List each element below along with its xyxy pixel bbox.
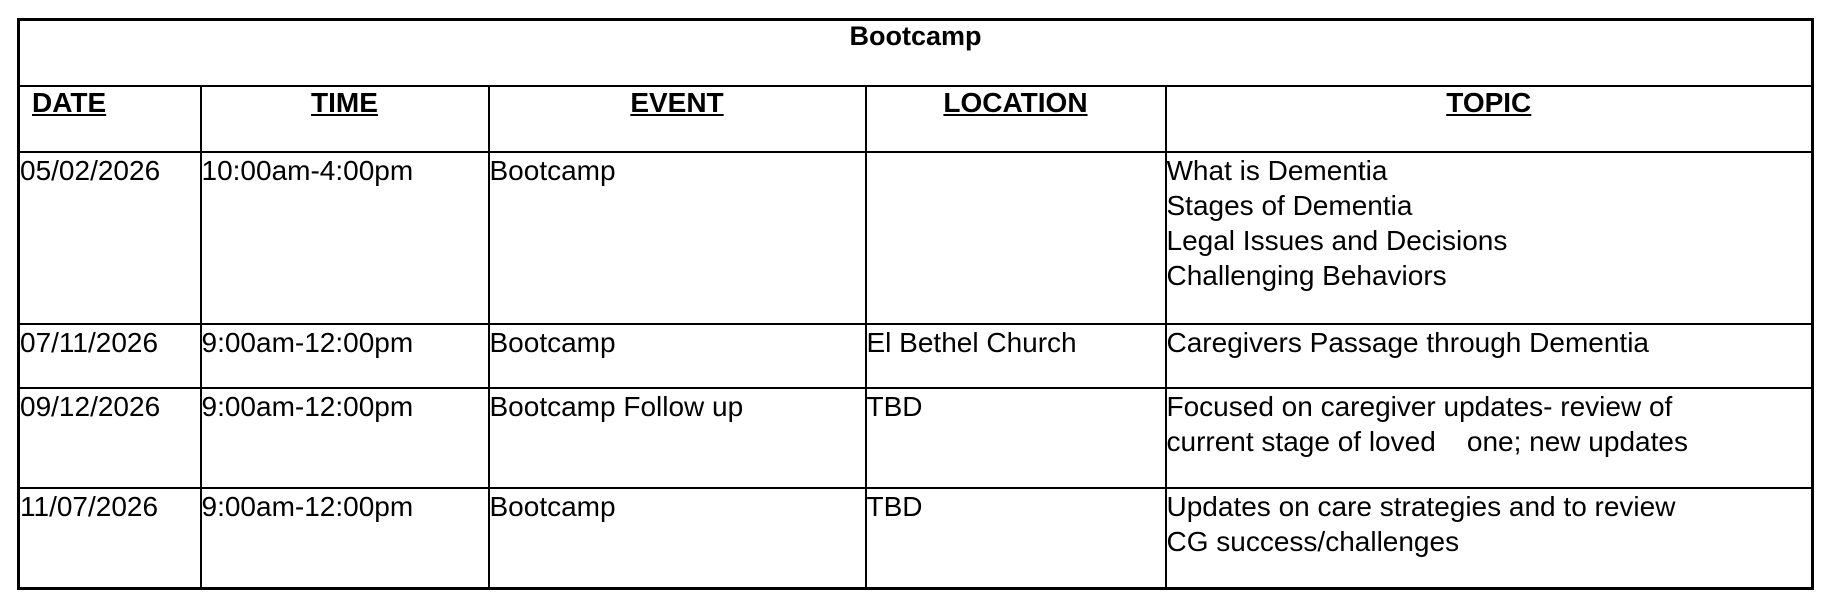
event-cell: Bootcamp: [489, 152, 866, 324]
date-cell: 09/12/2026: [19, 388, 201, 488]
time-cell: 9:00am-12:00pm: [201, 488, 489, 588]
topic-cell: [1166, 388, 1813, 488]
location-cell: TBD: [866, 388, 1166, 488]
topic-cell: [1166, 488, 1813, 588]
topic-line: What is Dementia: [1166, 155, 1388, 186]
time-cell: 9:00am-12:00pm: [201, 388, 489, 488]
topic-line: Focused on caregiver updates- review of: [1166, 391, 1673, 422]
column-header-time: TIME: [201, 86, 489, 152]
time-cell: 10:00am-4:00pm: [201, 152, 489, 324]
time-cell: 9:00am-12:00pm: [201, 324, 489, 388]
table-title: Bootcamp: [19, 20, 1813, 87]
topic-line: Legal Issues and Decisions: [1166, 225, 1508, 256]
topic-line: Updates on care strategies and to review: [1166, 491, 1676, 522]
topic-line: Stages of Dementia: [1166, 190, 1413, 221]
topic-line: Caregivers Passage through Dementia: [1166, 327, 1649, 358]
title-row: [19, 20, 1813, 87]
location-cell: [866, 152, 1166, 324]
column-header-date: DATE: [19, 86, 201, 152]
topic-line: Challenging Behaviors: [1166, 260, 1447, 291]
table-row: [19, 388, 1813, 488]
topic-line: current stage of loved one; new updates: [1166, 426, 1688, 457]
table-row: [19, 152, 1813, 324]
event-cell: Bootcamp: [489, 488, 866, 588]
date-cell: 07/11/2026: [19, 324, 201, 388]
column-header-event: EVENT: [489, 86, 866, 152]
schedule-table: [17, 18, 1814, 590]
date-cell: 11/07/2026: [19, 488, 201, 588]
header-row: [19, 86, 1813, 152]
topic-cell: [1166, 152, 1813, 324]
location-cell: El Bethel Church: [866, 324, 1166, 388]
date-cell: 05/02/2026: [19, 152, 201, 324]
topic-line: CG success/challenges: [1166, 526, 1460, 557]
column-header-location: LOCATION: [866, 86, 1166, 152]
column-header-topic: TOPIC: [1166, 86, 1813, 152]
table-row: [19, 324, 1813, 388]
event-cell: Bootcamp Follow up: [489, 388, 866, 488]
location-cell: TBD: [866, 488, 1166, 588]
topic-cell: [1166, 324, 1813, 388]
table-row: [19, 488, 1813, 588]
event-cell: Bootcamp: [489, 324, 866, 388]
